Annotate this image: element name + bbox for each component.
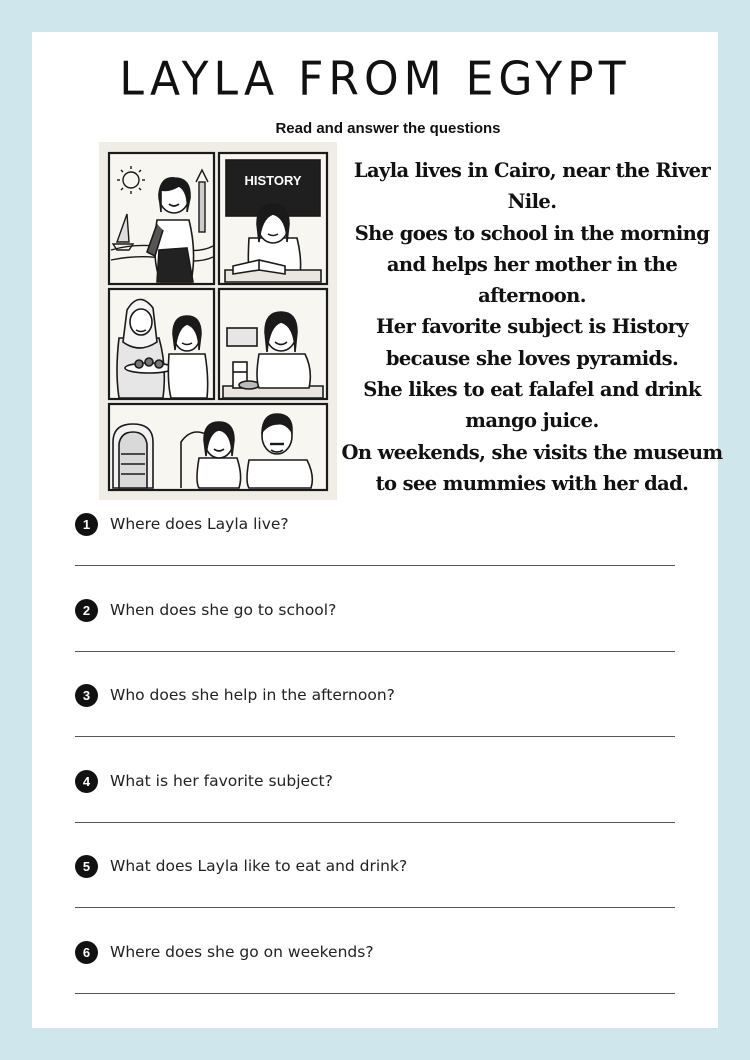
story-line: On weekends, she visits the museum xyxy=(341,440,723,464)
question-text: What does Layla like to eat and drink? xyxy=(110,857,408,875)
worksheet-page xyxy=(32,32,723,1028)
question-text: Who does she help in the afternoon? xyxy=(110,686,395,704)
answer-line[interactable] xyxy=(75,565,675,566)
story-line: Nile. xyxy=(507,190,557,214)
question-text: Where does she go on weekends? xyxy=(110,943,374,961)
story-line: She likes to eat falafel and drink xyxy=(363,378,701,402)
history-sign-text: HISTORY xyxy=(244,173,302,188)
story-line: and helps her mother in the xyxy=(386,252,678,276)
question-text: When does she go to school? xyxy=(110,601,337,619)
answer-line[interactable] xyxy=(75,651,675,652)
story-line: afternoon. xyxy=(478,284,586,308)
question-number-badge: 4 xyxy=(75,770,98,793)
comic-illustration-art xyxy=(99,142,337,500)
story-text xyxy=(337,155,727,499)
story-line: Her favorite subject is History xyxy=(375,315,689,339)
story-line: because she loves pyramids. xyxy=(385,346,679,370)
instruction-text: Read and answer the questions xyxy=(275,120,501,137)
question-text: What is her favorite subject? xyxy=(110,772,333,790)
question-number-badge: 5 xyxy=(75,855,98,878)
answer-line[interactable] xyxy=(75,822,675,823)
story-line: to see mummies with her dad. xyxy=(375,471,689,495)
story-line: Layla lives in Cairo, near the River xyxy=(353,159,711,182)
question-number-badge: 1 xyxy=(75,513,98,536)
comic-illustration xyxy=(99,142,337,500)
question-number-badge: 6 xyxy=(75,941,98,964)
question-number-badge: 3 xyxy=(75,684,98,707)
question-number-badge: 2 xyxy=(75,599,98,622)
worksheet-title: LAYLA FROM EGYPT xyxy=(119,52,631,107)
question-text: Where does Layla live? xyxy=(110,515,289,533)
answer-line[interactable] xyxy=(75,736,675,737)
story-line: She goes to school in the morning xyxy=(354,221,710,245)
story-line: mango juice. xyxy=(465,409,599,433)
answer-line[interactable] xyxy=(75,993,675,994)
answer-line[interactable] xyxy=(75,907,675,908)
